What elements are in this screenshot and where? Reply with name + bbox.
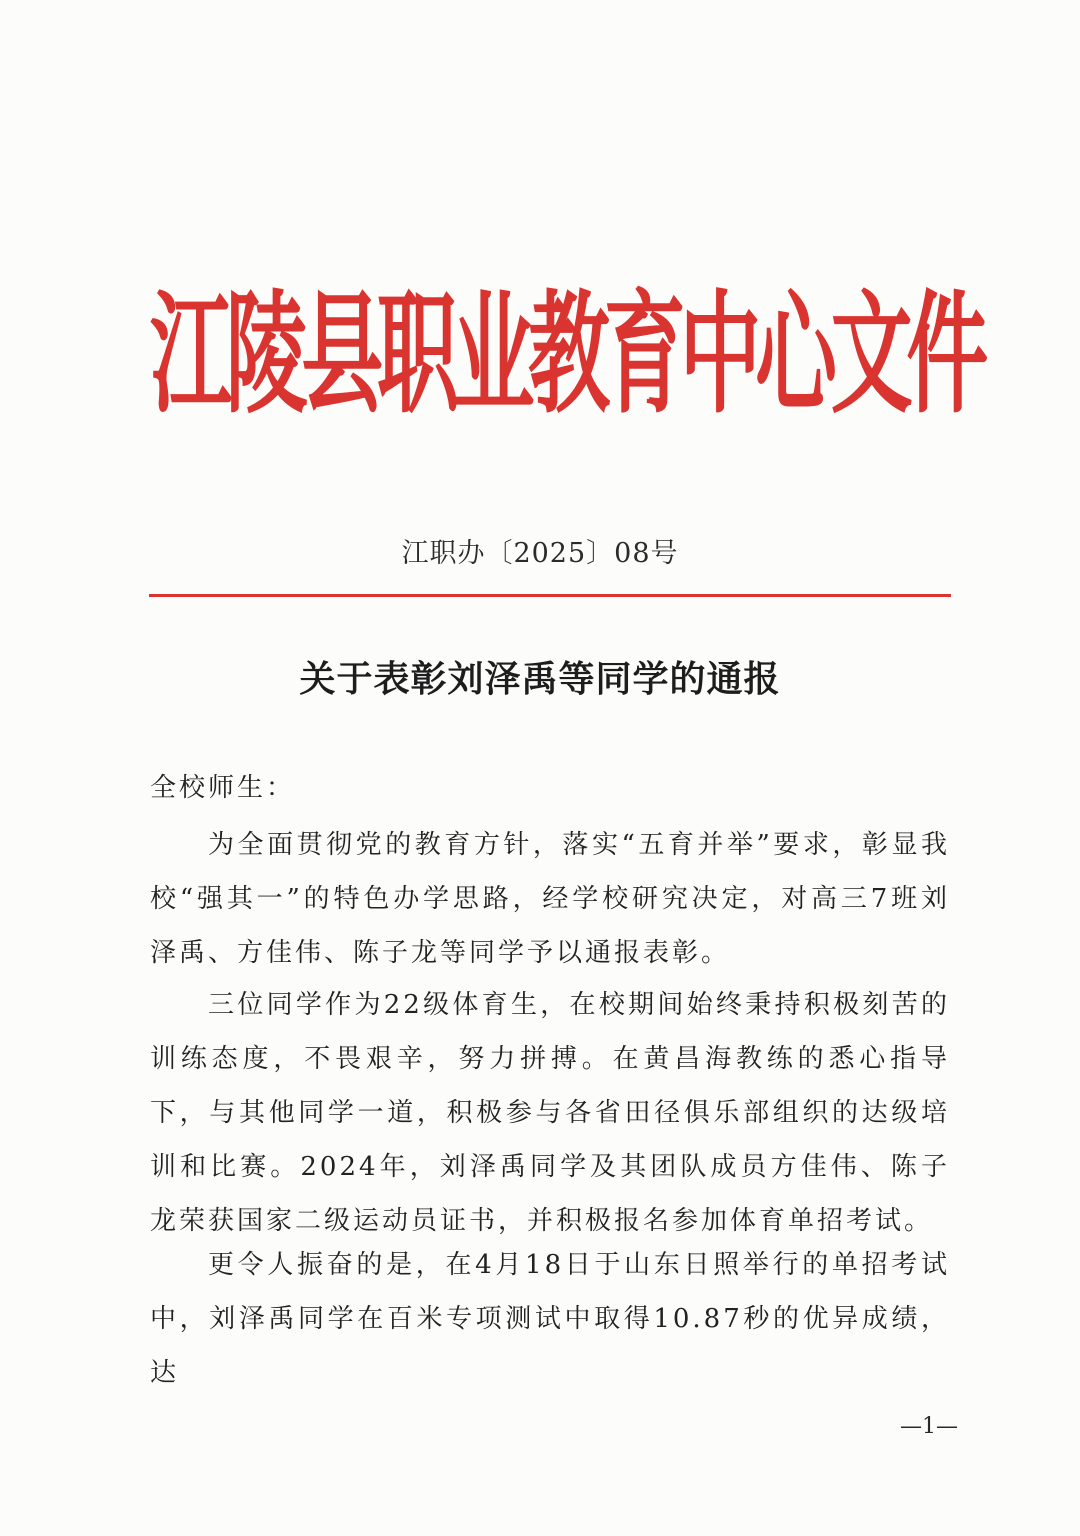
red-divider-line bbox=[149, 594, 951, 597]
paragraph-2: 三位同学作为22级体育生，在校期间始终秉持积极刻苦的训练态度，不畏艰辛，努力拼搏。在黄昌海教练的悉心指导下，与其他同学一道，积极参与各省田径俱乐部组织的达级培训和比赛。2024年，刘泽禹同学及其团队成员方佳伟、陈子龙荣获国家二级运动员证书，并积极报名参加体育单招考试。 bbox=[150, 990, 950, 1236]
document-header-title: 江陵县职业教育中心文件 bbox=[150, 277, 983, 432]
paragraph-1: 为全面贯彻党的教育方针，落实“五育并举”要求，彰显我校“强其一”的特色办学思路，经学校研究决定，对高三7班刘泽禹、方佳伟、陈子龙等同学予以通报表彰。 bbox=[150, 830, 950, 968]
salutation: 全校师生： bbox=[150, 773, 296, 803]
document-title: 关于表彰刘泽禹等同学的通报 bbox=[299, 659, 781, 700]
document-number: 江职办〔2025〕08号 bbox=[401, 538, 679, 569]
page-number: —1— bbox=[900, 1414, 958, 1439]
paragraph-3: 更令人振奋的是，在4月18日于山东日照举行的单招考试中，刘泽禹同学在百米专项测试中取得10.87秒的优异成绩，达 bbox=[150, 1250, 950, 1388]
